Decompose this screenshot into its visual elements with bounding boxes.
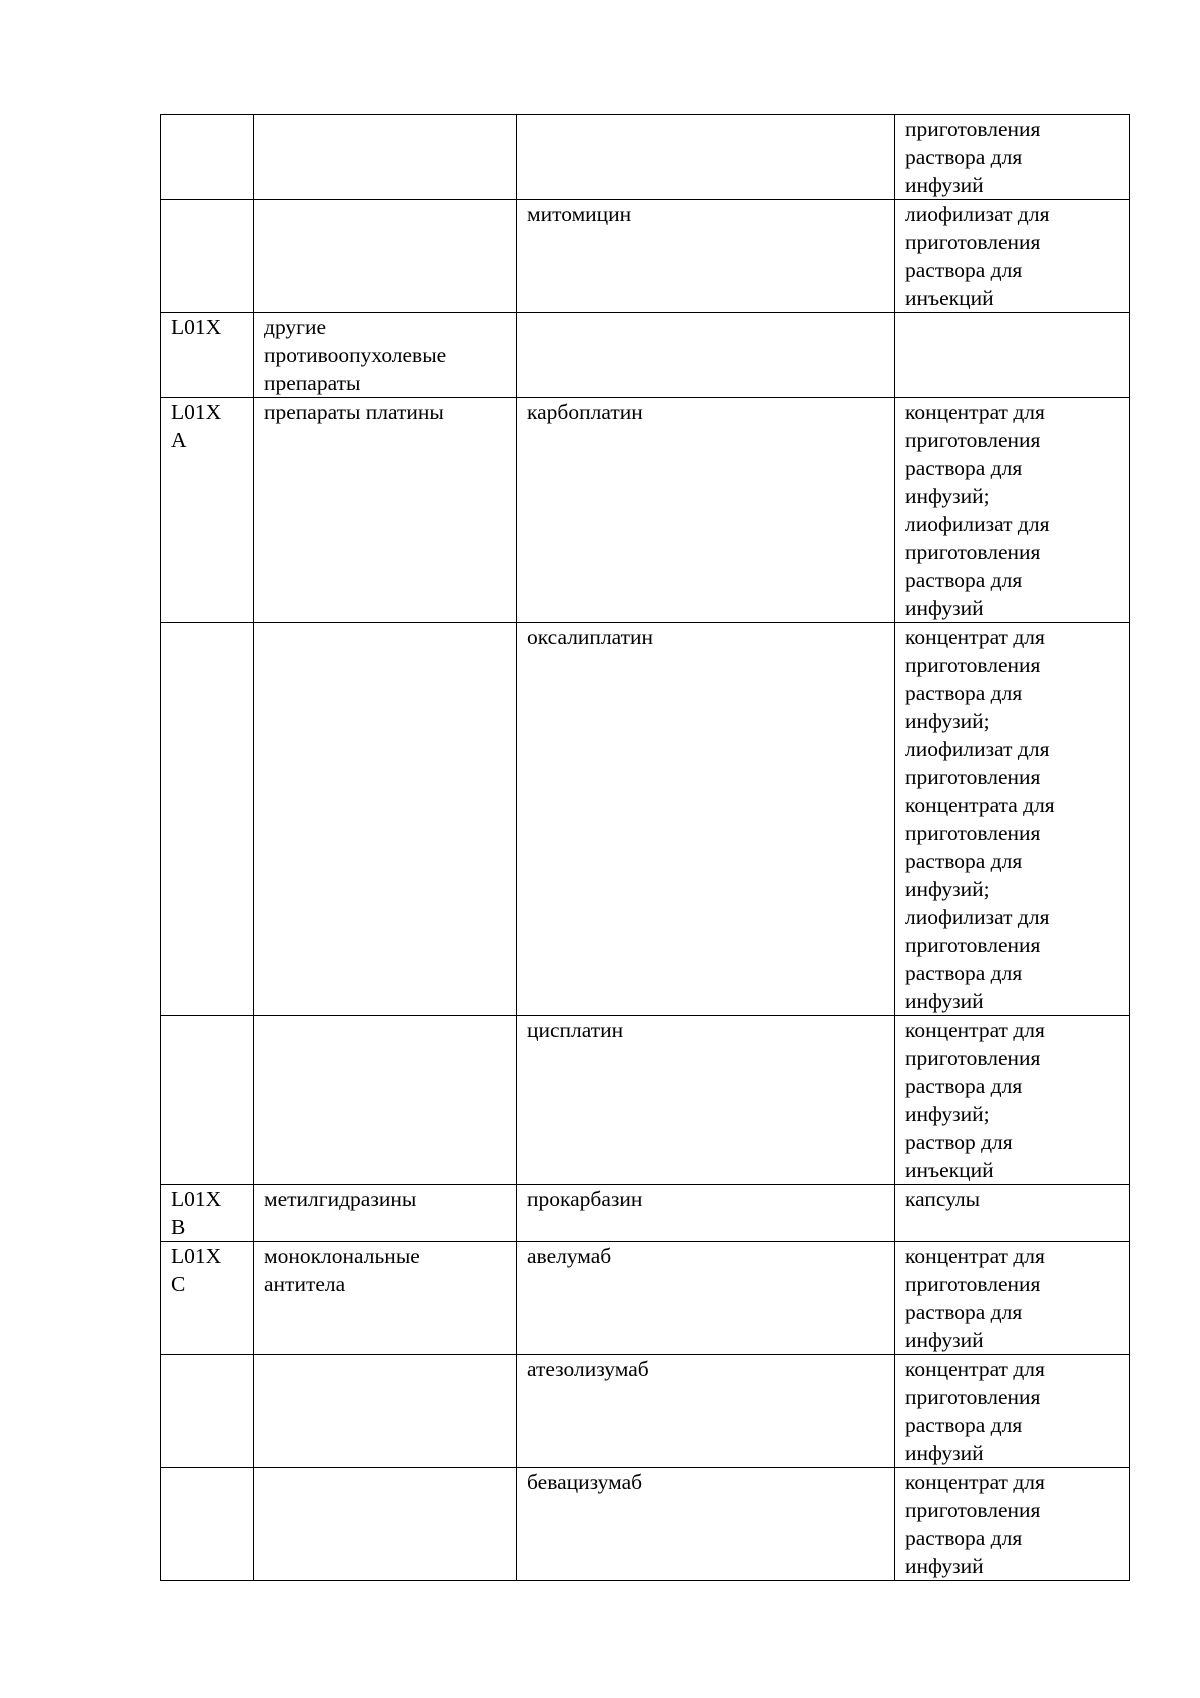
dosage-form-cell: концентрат для приготовления раствора для инфузий — [895, 1242, 1130, 1355]
table-row — [161, 623, 1130, 1016]
group-name-cell: моноклональные антитела — [254, 1242, 517, 1355]
dosage-form-cell: концентрат для приготовления раствора для инфузий; лиофилизат для приготовления раствора для инфузий — [895, 398, 1130, 623]
dosage-form-cell: концентрат для приготовления раствора для инфузий; лиофилизат для приготовления концентрата для приготовления раствора для инфузий; лиофилизат для приготовления раствора для инфузий — [895, 623, 1130, 1016]
group-name-cell — [254, 1016, 517, 1185]
drug-name-cell: цисплатин — [517, 1016, 895, 1185]
drug-name-cell: карбоплатин — [517, 398, 895, 623]
atc-code-cell — [161, 1016, 254, 1185]
dosage-form-cell: концентрат для приготовления раствора для инфузий — [895, 1355, 1130, 1468]
table-row — [161, 1468, 1130, 1581]
table-row — [161, 1355, 1130, 1468]
drug-name-cell: атезолизумаб — [517, 1355, 895, 1468]
atc-code-cell: L01X C — [161, 1242, 254, 1355]
dosage-form-cell — [895, 313, 1130, 398]
group-name-cell — [254, 1355, 517, 1468]
drug-name-cell: бевацизумаб — [517, 1468, 895, 1581]
atc-code-cell — [161, 200, 254, 313]
drug-name-cell: оксалиплатин — [517, 623, 895, 1016]
drug-name-cell — [517, 313, 895, 398]
dosage-form-cell: концентрат для приготовления раствора для инфузий; раствор для инъекций — [895, 1016, 1130, 1185]
atc-code-cell: L01X B — [161, 1185, 254, 1242]
drug-name-cell — [517, 115, 895, 200]
group-name-cell — [254, 115, 517, 200]
table-row — [161, 1242, 1130, 1355]
atc-code-cell: L01X — [161, 313, 254, 398]
drug-name-cell: авелумаб — [517, 1242, 895, 1355]
atc-code-cell: L01X A — [161, 398, 254, 623]
group-name-cell: метилгидразины — [254, 1185, 517, 1242]
atc-code-cell — [161, 115, 254, 200]
table-row — [161, 200, 1130, 313]
atc-code-cell — [161, 1355, 254, 1468]
dosage-form-cell: капсулы — [895, 1185, 1130, 1242]
group-name-cell — [254, 1468, 517, 1581]
group-name-cell — [254, 200, 517, 313]
atc-code-cell — [161, 623, 254, 1016]
table-row — [161, 1185, 1130, 1242]
table-row — [161, 313, 1130, 398]
table-row — [161, 115, 1130, 200]
drug-name-cell: митомицин — [517, 200, 895, 313]
dosage-form-cell: лиофилизат для приготовления раствора для инъекций — [895, 200, 1130, 313]
group-name-cell: препараты платины — [254, 398, 517, 623]
atc-code-cell — [161, 1468, 254, 1581]
drug-table — [160, 114, 1130, 1581]
group-name-cell — [254, 623, 517, 1016]
dosage-form-cell: концентрат для приготовления раствора для инфузий — [895, 1468, 1130, 1581]
group-name-cell: другие противоопухолевые препараты — [254, 313, 517, 398]
drug-name-cell: прокарбазин — [517, 1185, 895, 1242]
dosage-form-cell: приготовления раствора для инфузий — [895, 115, 1130, 200]
table-row — [161, 398, 1130, 623]
table-row — [161, 1016, 1130, 1185]
